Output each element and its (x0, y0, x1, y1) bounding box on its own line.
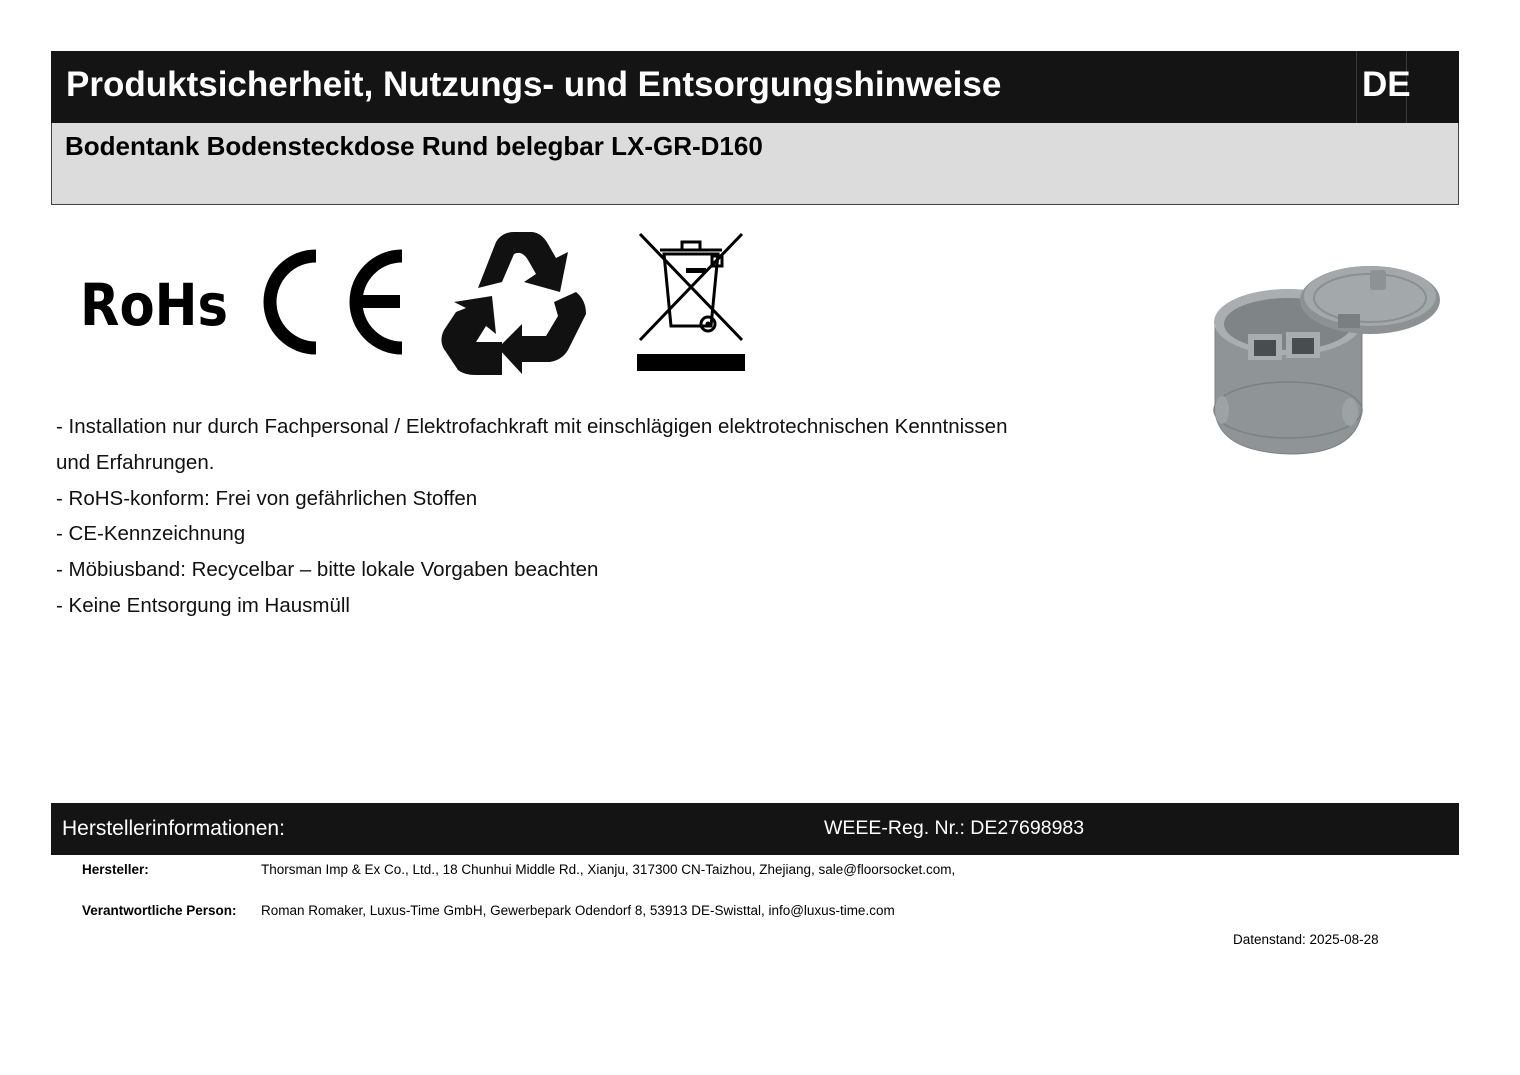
note-line: und Erfahrungen. (56, 450, 215, 474)
responsible-value: Roman Romaker, Luxus-Time GmbH, Gewerbepark Odendorf 8, 53913 DE-Swisttal, info@luxus-time.com (261, 903, 895, 918)
language-code: DE (1362, 65, 1411, 104)
note-line: - Installation nur durch Fachpersonal / Elektrofachkraft mit einschlägigen elektrotechnischen Kenntnissen (56, 415, 1008, 438)
data-date: Datenstand: 2025-08-28 (1233, 932, 1379, 947)
note-line: - CE-Kennzeichnung (56, 522, 246, 546)
maker-value: Thorsman Imp & Ex Co., Ltd., 18 Chunhui Middle Rd., Xianju, 317300 CN-Taizhou, Zhejiang, sale@floorsocket.com, (261, 862, 956, 877)
manufacturer-bar (51, 803, 1459, 855)
product-name: Bodentank Bodensteckdose Rund belegbar LX-GR-D160 (65, 131, 763, 161)
ce-mark-icon (256, 250, 408, 354)
responsible-label: Verantwortliche Person: (82, 903, 237, 918)
manufacturer-heading: Herstellerinformationen: (62, 817, 285, 840)
note-line: - Keine Entsorgung im Hausmüll (56, 593, 350, 617)
language-badge (1356, 51, 1411, 123)
title-bar (51, 51, 1459, 123)
safety-notes (56, 409, 1136, 624)
note-line: - Möbiusband: Recycelbar – bitte lokale Vorgaben beachten (56, 558, 599, 582)
weee-crossed-bin-icon (634, 230, 748, 374)
weee-registration: WEEE-Reg. Nr.: DE27698983 (824, 817, 1085, 839)
recycle-icon (436, 230, 588, 375)
note-line: - RoHS-konform: Frei von gefährlichen Stoffen (56, 486, 478, 510)
product-photo (1210, 262, 1445, 457)
maker-label: Hersteller: (82, 862, 149, 877)
rohs-logo (80, 270, 230, 342)
page-title: Produktsicherheit, Nutzungs- und Entsorgungshinweise (66, 65, 1002, 104)
rohs-logo-text: RoHs (80, 271, 228, 339)
product-name-box (51, 123, 1459, 205)
